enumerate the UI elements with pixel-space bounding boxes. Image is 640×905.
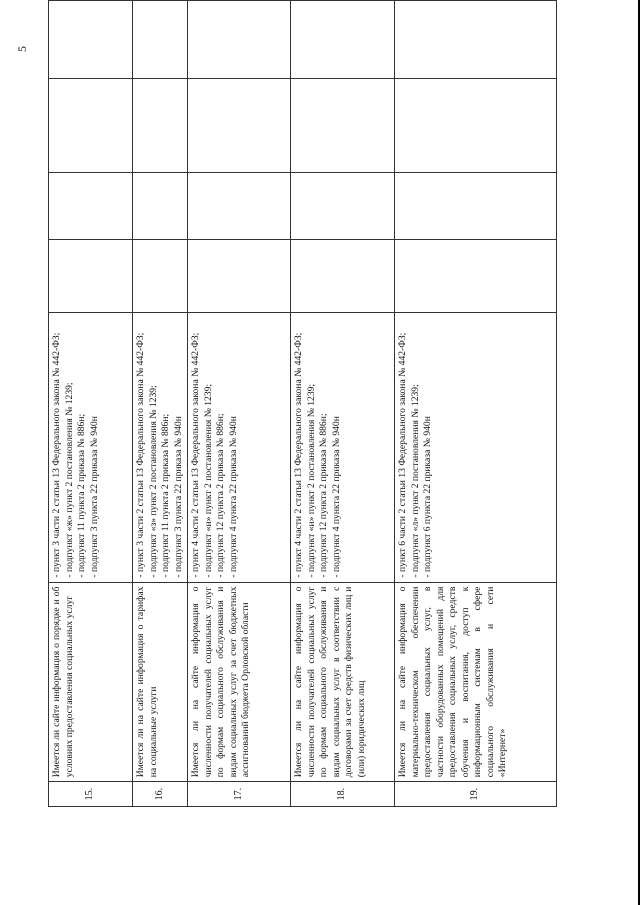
legal-basis-line: - подпункт 4 пункта 22 приказа № 940н <box>330 416 342 578</box>
empty-cell <box>49 173 133 239</box>
legal-basis-line: - пункт 3 части 2 статьи 13 Федерального закона № 442-ФЗ; <box>51 332 62 578</box>
empty-cell <box>188 78 291 173</box>
empty-cell <box>133 1 188 79</box>
legal-basis-line: - подпункт 6 пункта 22 приказа № 940н <box>422 416 433 578</box>
empty-cell <box>133 239 188 312</box>
empty-cell <box>188 239 291 312</box>
empty-cell <box>291 78 395 173</box>
criterion-question: Имеется ли сайте информация о порядке и об условиях предоставления социальных услуг <box>49 582 133 782</box>
table-row <box>291 1 395 807</box>
row-number: 16. <box>133 782 188 807</box>
legal-basis-line: - подпункт «и» пункт 2 постановления № 1239; <box>305 383 317 578</box>
legal-basis-line: - подпункт 12 пункта 2 приказа № 886н; <box>318 413 329 578</box>
legal-basis-line: - подпункт «л» пункт 2 постановления № 1239; <box>409 384 421 578</box>
legal-basis-line: - подпункт «и» пункт 2 постановления № 1239; <box>202 383 214 578</box>
legal-basis <box>133 312 188 582</box>
criterion-question: Имеется ли на сайте информация о численности получателей социальных услуг по формам социального обслуживания и видам социальных услуг в соответствии с договорами за счет средств физических лиц и (или) юридических лиц <box>291 582 395 782</box>
empty-cell <box>49 239 133 312</box>
legal-basis-line: - подпункт 11 пункта 2 приказа № 886н; <box>160 413 171 578</box>
empty-cell <box>133 78 188 173</box>
row-number: 18. <box>291 782 395 807</box>
row-number: 17. <box>188 782 291 807</box>
legal-basis-line: - подпункт 12 пункта 2 приказа № 886н; <box>215 413 226 578</box>
legal-basis-line: - подпункт 3 пункта 22 приказа № 940н <box>88 416 100 578</box>
empty-cell <box>188 173 291 239</box>
legal-basis-line: - пункт 4 части 2 статьи 13 Федерального закона № 442-ФЗ; <box>190 332 201 578</box>
legal-basis <box>395 312 557 582</box>
empty-cell <box>188 1 291 79</box>
legal-basis-line: - пункт 6 части 2 статьи 13 Федерального закона № 442-ФЗ; <box>397 332 408 578</box>
row-number: 15. <box>49 782 133 807</box>
legal-basis <box>49 312 133 582</box>
legal-basis-line: - подпункт «ж» пункт 2 постановления № 1239; <box>63 382 75 578</box>
criteria-table <box>48 0 557 807</box>
empty-cell <box>291 239 395 312</box>
legal-basis <box>291 312 395 582</box>
legal-basis-line: - подпункт «з» пункт 2 постановления № 1239; <box>147 385 159 578</box>
table-row <box>395 1 557 807</box>
empty-cell <box>395 239 557 312</box>
empty-cell <box>291 173 395 239</box>
legal-basis-line: - пункт 3 части 2 статьи 13 Федерального закона № 442-ФЗ; <box>135 332 146 578</box>
legal-basis-line: - подпункт 11 пункта 2 приказа № 886н; <box>76 413 87 578</box>
table-row <box>188 1 291 807</box>
empty-cell <box>49 1 133 79</box>
table-row <box>133 1 188 807</box>
criterion-question: Имеется ли на сайте информация о численности получателей социальных услуг по формам социального обслуживания и видам социальных услуг за счет бюджетных ассигнований бюджета Орловской области <box>188 582 291 782</box>
empty-cell <box>395 173 557 239</box>
empty-cell <box>49 78 133 173</box>
legal-basis-line: - подпункт 4 пункта 22 приказа № 940н <box>227 416 239 578</box>
legal-basis-line: - пункт 4 части 2 статьи 13 Федерального закона № 442-ФЗ; <box>293 332 304 578</box>
criterion-question: Имеется ли на сайте информация о тарифах на социальные услуги <box>133 582 188 782</box>
empty-cell <box>395 1 557 79</box>
empty-cell <box>291 1 395 79</box>
page-number: 5 <box>15 46 29 52</box>
legal-basis-line: - подпункт 3 пункта 22 приказа № 940н <box>172 416 184 578</box>
empty-cell <box>395 78 557 173</box>
table-row <box>49 1 133 807</box>
row-number: 19. <box>395 782 557 807</box>
criterion-question: Имеется ли на сайте информация о материально-техническом обеспечении предоставления социальных услуг, в частности оборудованных помещений для предоставления социальных услуг, средств обучения и воспитания, доступ к информационным системам в сфере социального обслуживания и сети «Интернет» <box>395 582 557 782</box>
empty-cell <box>133 173 188 239</box>
legal-basis <box>188 312 291 582</box>
